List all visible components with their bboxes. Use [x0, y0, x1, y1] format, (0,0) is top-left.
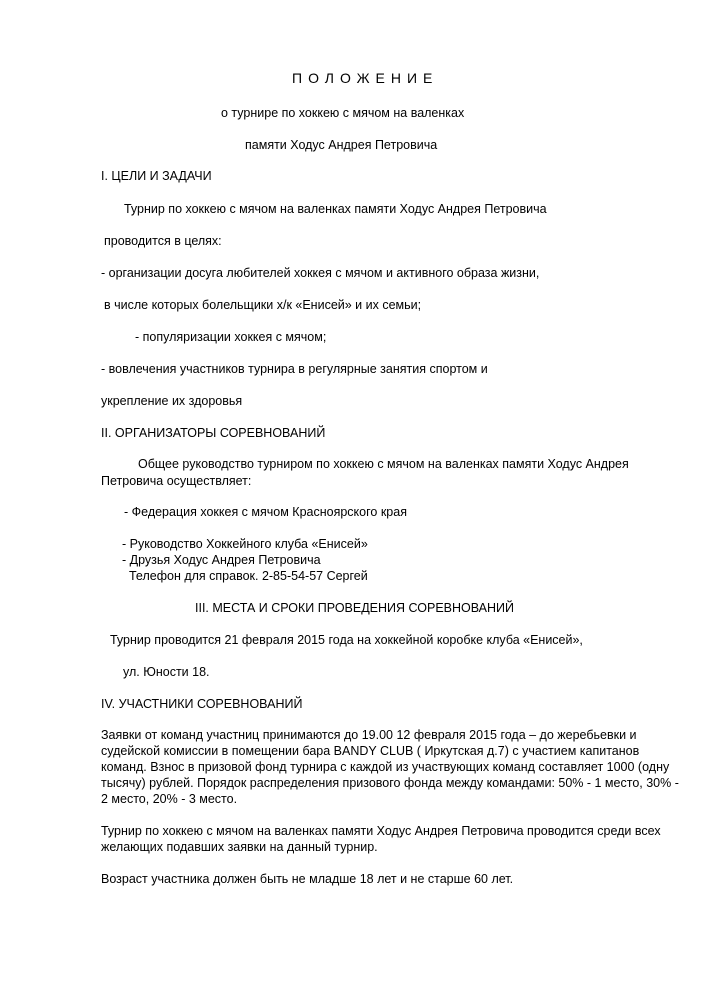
- section-4-paragraph-1-line: тысячу) рублей. Порядок распределения призового фонда между командами: 50% - 1 место, 30% -: [101, 776, 679, 790]
- document-subtitle-line-2: памяти Ходус Андрея Петровича: [245, 138, 438, 152]
- section-1-line: - организации досуга любителей хоккея с мячом и активного образа жизни,: [101, 266, 540, 280]
- section-4-heading: IV. УЧАСТНИКИ СОРЕВНОВАНИЙ: [101, 697, 303, 711]
- section-1-line: укрепление их здоровья: [101, 394, 243, 408]
- section-1-line: в числе которых болельщики х/к «Енисей» и их семьи;: [104, 298, 422, 312]
- section-4-paragraph-2-line: желающих подавших заявки на данный турнир.: [101, 840, 378, 854]
- section-4-paragraph-1-line: 2 место, 20% - 3 место.: [101, 792, 238, 806]
- document-subtitle-line-1: о турнире по хоккею с мячом на валенках: [221, 106, 465, 120]
- section-3-heading: III. МЕСТА И СРОКИ ПРОВЕДЕНИЯ СОРЕВНОВАНИЙ: [195, 601, 515, 615]
- organizer-item: - Руководство Хоккейного клуба «Енисей»: [122, 537, 368, 551]
- organizer-item: - Друзья Ходус Андрея Петровича: [122, 553, 321, 567]
- section-4-paragraph-1-line: Заявки от команд участниц принимаются до 19.00 12 февраля 2015 года – до жеребьевки и: [101, 728, 637, 742]
- organizer-item: - Федерация хоккея с мячом Красноярского края: [124, 505, 407, 519]
- contact-phone: Телефон для справок. 2-85-54-57 Сергей: [129, 569, 368, 583]
- section-4-paragraph-3: Возраст участника должен быть не младше 18 лет и не старше 60 лет.: [101, 872, 514, 886]
- section-4-paragraph-2-line: Турнир по хоккею с мячом на валенках памяти Ходус Андрея Петровича проводится среди всех: [101, 824, 661, 838]
- document-title: ПОЛОЖЕНИЕ: [292, 70, 439, 86]
- section-1-line: - популяризации хоккея с мячом;: [135, 330, 327, 344]
- section-2-heading: II. ОРГАНИЗАТОРЫ СОРЕВНОВАНИЙ: [101, 426, 326, 440]
- section-2-intro-line-1: Общее руководство турниром по хоккею с мячом на валенках памяти Ходус Андрея: [138, 457, 629, 471]
- section-1-line: - вовлечения участников турнира в регулярные занятия спортом и: [101, 362, 488, 376]
- section-4-paragraph-1-line: судейской комиссии в помещении бара BANDY CLUB ( Иркутская д.7) с участием капитанов: [101, 744, 640, 758]
- section-1-line: Турнир по хоккею с мячом на валенках памяти Ходус Андрея Петровича: [124, 202, 547, 216]
- section-1-heading: I. ЦЕЛИ И ЗАДАЧИ: [101, 169, 212, 183]
- section-2-intro-line-2: Петровича осуществляет:: [101, 474, 252, 488]
- section-3-line-1: Турнир проводится 21 февраля 2015 года на хоккейной коробке клуба «Енисей»,: [110, 633, 583, 647]
- section-4-paragraph-1-line: команд. Взнос в призовой фонд турнира с каждой из участвующих команд составляет 1000 (одну: [101, 760, 670, 774]
- section-3-line-2: ул. Юности 18.: [123, 665, 210, 679]
- section-1-line: проводится в целях:: [104, 234, 222, 248]
